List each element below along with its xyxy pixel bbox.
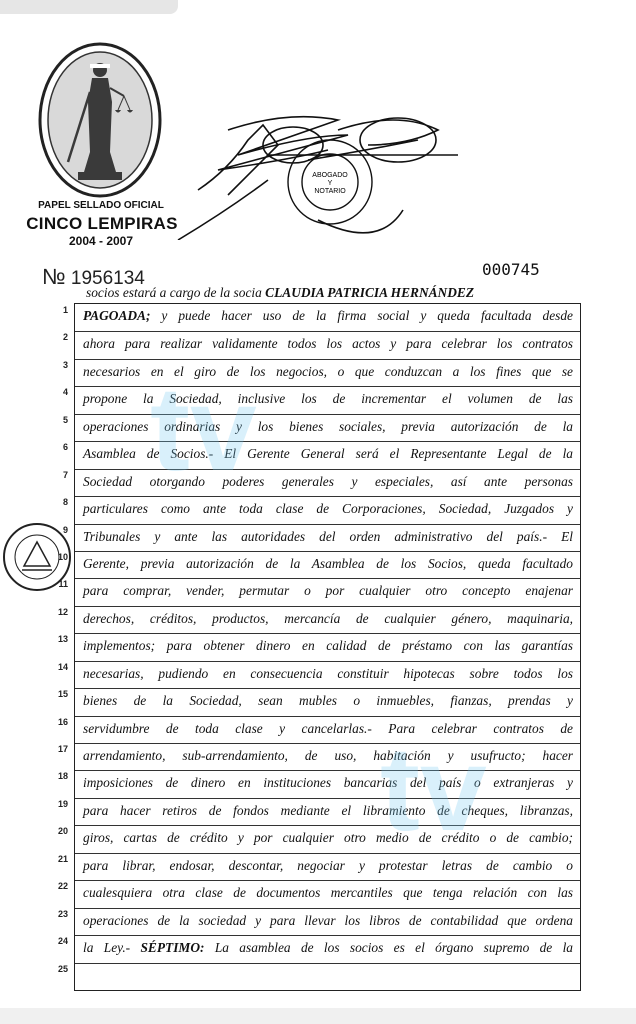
line-number: 8 — [62, 497, 68, 508]
line-2-rest: y puede hacer uso de la firma social y queda facultada desde — [150, 308, 573, 323]
last-line-heading: SÉPTIMO: — [140, 940, 205, 956]
text-line — [75, 770, 580, 798]
line-text: para comprar, vender, permutar o por cualquier otro concepto enajenar — [83, 583, 573, 599]
line-number: 10 — [57, 551, 68, 562]
text-line — [75, 853, 580, 881]
top-bar — [0, 0, 178, 14]
line-number: 13 — [57, 634, 68, 645]
serial-label: № — [42, 264, 66, 289]
text-line — [75, 716, 580, 744]
text-line — [75, 935, 580, 963]
text-line — [75, 469, 580, 497]
line-text: para hacer retiros de fondos mediante el libramiento de cheques, libranzas, — [83, 802, 573, 818]
official-seal-image — [38, 42, 162, 198]
line-number: 20 — [57, 826, 68, 837]
bottom-bar — [0, 1008, 636, 1024]
text-line — [75, 441, 580, 469]
text-line — [75, 496, 580, 524]
line-number: 17 — [57, 744, 68, 755]
line-text: ahora para realizar validamente todos los actos y para celebrar los contratos — [83, 336, 573, 352]
stamp-line-3: 2004 - 2007 — [68, 234, 134, 248]
page-number: 000745 — [482, 260, 540, 279]
line-text: para librar, endosar, descontar, negociar y protestar letras de cambio o — [83, 857, 573, 873]
notary-stamp-text-1: ABOGADO — [312, 172, 348, 179]
text-line — [75, 331, 580, 359]
line-number: 12 — [57, 606, 68, 617]
line-number: 14 — [57, 661, 68, 672]
line-number: 1 — [62, 305, 68, 315]
line-text: Asamblea de Socios.- El Gerente General será el Representante Legal de la — [83, 446, 573, 462]
text-line — [75, 661, 580, 689]
line-number: 22 — [57, 881, 68, 892]
signature-and-notary-stamp — [168, 100, 468, 240]
line-text: cualesquiera otra clase de documentos mercantiles que tenga relación con las — [83, 885, 573, 901]
notary-stamp-text-3: NOTARIO — [314, 188, 346, 195]
line-text: Sociedad otorgando poderes generales y especiales, así ante personas — [83, 473, 573, 489]
line-text — [83, 308, 573, 324]
line-number: 9 — [62, 524, 68, 535]
line-text: propone la Sociedad, inclusive los de incrementar el volumen de las — [83, 391, 573, 407]
text-line — [75, 743, 580, 771]
line-text: implementos; para obtener dinero en calidad de préstamo con las garantías — [83, 638, 573, 654]
last-line-prefix: la Ley.- — [83, 940, 141, 956]
line-number: 19 — [57, 798, 68, 809]
line-text: necesarios en el giro de los negocios, o que conduzcan a los fines que se — [83, 363, 573, 379]
text-line — [75, 606, 580, 634]
line-number: 23 — [57, 908, 68, 919]
line-text: servidumbre de toda clase y cancelarlas.- Para celebrar contratos de — [83, 720, 573, 736]
stamp-line-1: PAPEL SELLADO OFICIAL — [38, 200, 164, 211]
line-text: arrendamiento, sub-arrendamiento, de uso, habitación y usufructo; hacer — [83, 748, 573, 764]
line-text: Tribunales y ante las autoridades del orden administrativo del país.- El — [83, 528, 573, 544]
line-text: necesarias, pudiendo en consecuencia constituir hipotecas sobre todos los — [83, 665, 573, 681]
line-text: imposiciones de dinero en instituciones bancarias del país o extranjeras y — [83, 775, 573, 791]
text-line — [75, 908, 580, 936]
text-line — [75, 578, 580, 606]
ruled-text-grid — [74, 303, 581, 991]
watermark-2: tv — [380, 722, 487, 856]
text-line — [75, 386, 580, 414]
line-number: 16 — [57, 716, 68, 727]
text-line — [75, 633, 580, 661]
line-number: 3 — [62, 359, 68, 370]
line-number: 24 — [57, 936, 68, 947]
first-line — [86, 285, 576, 301]
line-text: operaciones de la sociedad y para llevar los libros de contabilidad que ordena — [83, 912, 573, 928]
text-line — [75, 963, 580, 991]
line-number: 18 — [57, 771, 68, 782]
line-text: particulares como ante toda clase de Corporaciones, Sociedad, Juzgados y — [83, 501, 573, 517]
stamp-line-2: CINCO LEMPIRAS — [26, 214, 178, 233]
notary-stamp-text-2: Y — [327, 180, 333, 187]
text-line — [75, 688, 580, 716]
line-text: Gerente, previa autorización de la Asamblea de los Socios, queda facultado — [83, 555, 573, 571]
text-line — [75, 880, 580, 908]
line-text: bienes de la Sociedad, sean mubles o inmuebles, fianzas, prendas y — [83, 693, 573, 709]
text-line — [75, 798, 580, 826]
last-line-rest: La asamblea de los socios es el órgano supremo de la — [204, 940, 573, 956]
line-number: 25 — [57, 963, 68, 974]
line-number: 2 — [62, 332, 68, 343]
first-line-prefix: socios estará a cargo de la socia — [86, 285, 266, 300]
line-text: giros, cartas de crédito y por cualquier otro medio de crédito o de cambio; — [83, 830, 573, 846]
line-number: 11 — [58, 579, 68, 590]
line-number: 4 — [62, 387, 68, 398]
line-text: derechos, créditos, productos, mercancía de cualquier género, maquinaria, — [83, 610, 573, 626]
text-line — [75, 414, 580, 442]
line-number: 21 — [57, 853, 68, 864]
line-number: 6 — [62, 442, 68, 453]
text-line — [75, 359, 580, 387]
first-line-name: CLAUDIA PATRICIA HERNÁNDEZ — [265, 285, 475, 300]
text-line — [75, 524, 580, 552]
line-number: 15 — [57, 689, 68, 700]
last-line — [83, 940, 573, 956]
text-line — [75, 825, 580, 853]
serial-value: 1956134 — [70, 268, 145, 289]
line-text: operaciones ordinarias y los bienes sociales, previa autorización de la — [83, 418, 573, 434]
text-line — [75, 551, 580, 579]
line-2-bold: PAGOADA; — [83, 308, 151, 323]
text-line — [75, 304, 580, 331]
line-number: 7 — [62, 469, 68, 480]
line-number: 5 — [62, 414, 68, 425]
watermark-1: tv — [150, 362, 257, 496]
